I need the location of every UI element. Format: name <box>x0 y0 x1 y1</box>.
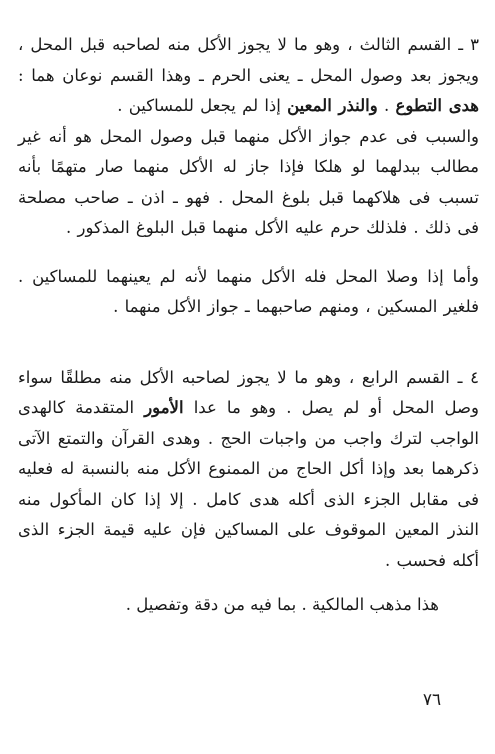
specified-vow-term: والنذر المعين <box>287 96 378 115</box>
paragraph-spacer <box>18 244 479 262</box>
paragraph-reason: والسبب فى عدم جواز الأكل منهما قبل وصول المحل هو أنه غير مطالب ببدلهما لو هلكا فإذا جاز له الأكل منهما صار متهمًا بأنه تسبب فى هلاكهما قبل بلوغ المحل . فهو ـ اذن ـ صاحب مصلحة فى ذلك . فلذلك حرم عليه الأكل منهما قبل البلوغ المذكور . <box>18 126 479 237</box>
voluntary-sacrifice-term: هدى التطوع <box>395 96 479 115</box>
section-4-intro: ٤ ـ القسم الرابع ، وهو ما لا يجوز لصاحبه الأكل منه مطلقًا سواء وصل المحل أو لم يصل . وهو ما عدا <box>18 367 480 417</box>
matters-term: الأمور <box>144 398 184 417</box>
section-3-separator: . <box>377 96 396 115</box>
paragraph-spacer <box>18 576 479 590</box>
section-4-tail: المتقدمة كالهدى الواجب لترك واجب من واجبات الحج . وهدى القرآن والتمتع الآتى ذكرهما بعد وإذا أكل الحاج من الممنوع الأكل منه بالنسبة له فعليه فى مقابل الجزء الذى أكله هدى كامل . إلا إذا كان المأكول منه النذر المعين الموقوف على المساكين فإن عليه قيمة الجزء الذى أكله فحسب . <box>18 398 479 570</box>
section-3-intro: ٣ ـ القسم الثالث ، وهو ما لا يجوز الأكل منه لصاحبه قبل المحل ، ويجوز بعد وصول المحل ـ يعنى الحرم ـ وهذا القسم نوعان هما : <box>18 35 479 85</box>
paragraph-after-arrival: وأما إذا وصلا المحل فله الأكل منهما لأنه لم يعينهما للمساكين . فلغير المسكين ، ومنهم صاحبهما ـ جواز الأكل منهما . <box>18 266 479 316</box>
page-number: ٧٦ <box>422 690 442 710</box>
paragraph-spacer <box>18 323 479 363</box>
paragraph-section-4 <box>18 363 479 577</box>
paragraph-section-3 <box>18 30 479 122</box>
section-3-tail: إذا لم يجعل للمساكين . <box>117 96 288 115</box>
closing-line: هذا مذهب المالكية . بما فيه من دقة وتفصيل . <box>125 595 439 614</box>
